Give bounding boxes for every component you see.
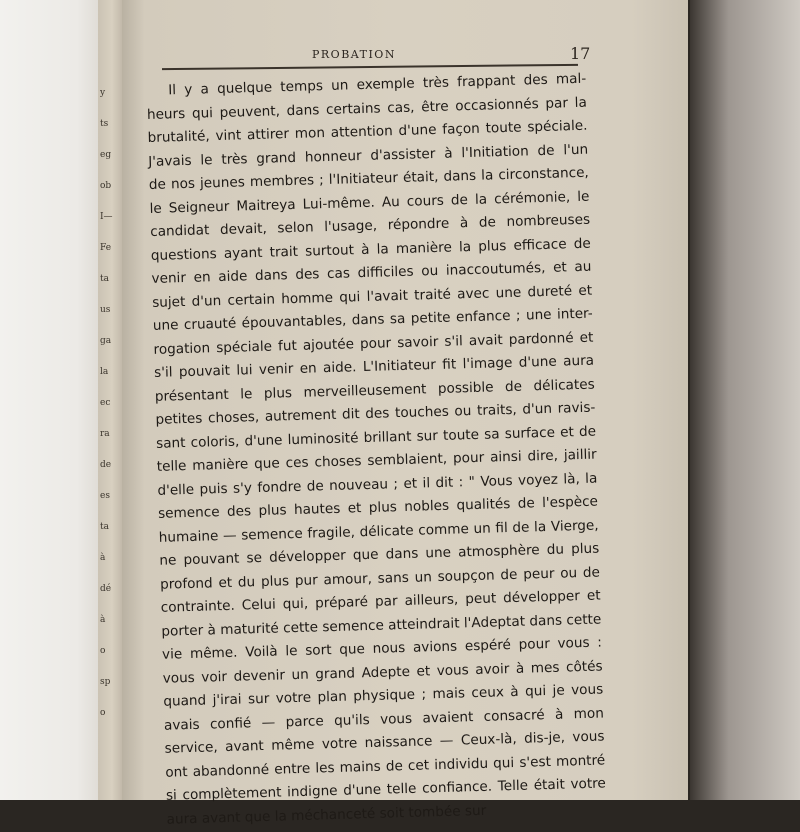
text-line: telle manière que ces choses semblaient, pour ainsi dire, jaillir [156, 446, 597, 475]
background-left [0, 0, 110, 800]
previous-page-fragment: Fe [100, 243, 112, 253]
page-header [162, 44, 591, 66]
text-line: Il y a quelque temps un exemple très frappant des mal- [168, 70, 587, 99]
running-title: PROBATION [312, 48, 396, 61]
previous-page-fragment: us [100, 305, 111, 315]
previous-page-fragment: ta [100, 274, 109, 284]
text-line: candidat devait, selon l'usage, répondre à de nombreuses [150, 211, 591, 240]
text-line: brutalité, vint attirer mon attention d'une façon toute spéciale. [147, 117, 588, 146]
previous-page-fragment: ts [100, 119, 109, 129]
body-text [146, 68, 607, 832]
previous-page-fragment: ob [100, 181, 112, 191]
previous-page-fragment: sp [100, 677, 111, 687]
background-right [690, 0, 800, 800]
previous-page-fragment: es [100, 491, 110, 501]
text-line: J'avais le très grand honneur d'assister à l'Initiation de l'un [148, 141, 589, 170]
text-line: vous voir devenir un grand Adepte et vous avoir à mes côtés [162, 657, 603, 687]
text-line: ne pouvant se développer que dans une atmosphère du plus [159, 540, 600, 569]
text-line: rogation spéciale fut ajoutée pour savoir s'il avait pardonné et [153, 329, 594, 358]
previous-page-fragment: y [100, 88, 106, 98]
book-page [122, 0, 688, 828]
text-line: contrainte. Celui qui, préparé par ailleurs, peut développer et [160, 587, 601, 616]
previous-page-fragment: ga [100, 336, 112, 346]
text-line: sujet d'un certain homme qui l'avait traité avec une dureté et [151, 282, 593, 311]
text-line: s'il pouvait lui venir en aide. L'Initiateur fit l'image d'une aura [153, 352, 595, 381]
text-line: porter à maturité cette semence atteindrait l'Adeptat dans cette [161, 611, 602, 640]
previous-page-fragment: ra [100, 429, 110, 439]
previous-page-fragment: la [100, 367, 109, 377]
text-line: aura avant que la méchanceté soit tombée sur [166, 802, 487, 828]
previous-page-fragment: ta [100, 522, 109, 532]
text-line: présentant le plus merveilleusement possible de délicates [154, 376, 595, 405]
previous-page-fragment: o [100, 708, 106, 718]
text-line: quand j'irai sur votre plan physique ; mais ceux à qui je vous [163, 681, 604, 710]
text-line: profond et du plus pur amour, sans un soupçon de peur ou de [159, 564, 601, 593]
previous-page-fragment: à [100, 615, 106, 625]
text-line: venir en aide dans des cas difficiles ou inaccoutumés, et au [151, 258, 592, 287]
text-line: d'elle puis s'y fondre de nouveau ; et il dit : " Vous voyez là, la [157, 470, 598, 499]
text-line: sant coloris, d'une luminosité brillant sur toute sa surface et de [155, 423, 597, 452]
text-line: questions ayant trait surtout à la manière la plus efficace de [150, 235, 591, 264]
text-line: avais confié — parce qu'ils vous avaient consacré à mon [163, 704, 605, 734]
text-line: heurs qui peuvent, dans certains cas, être occasionnés par la [146, 94, 588, 123]
previous-page-fragment: I— [100, 212, 113, 222]
text-line: humaine — semence fragile, délicate comme un fil de la Vierge, [158, 517, 599, 546]
text-line: une cruauté épouvantables, dans sa petite enfance ; une inter- [152, 305, 593, 334]
text-line: de nos jeunes membres ; l'Initiateur était, dans la circonstance, [148, 164, 589, 193]
text-line: si complètement indigne d'une telle confiance. Telle était votre [165, 775, 607, 804]
text-line: le Seigneur Maitreya Lui-même. Au cours de la cérémonie, le [149, 188, 590, 217]
page-number: 17 [570, 44, 591, 63]
previous-page-fragment: dé [100, 584, 112, 594]
text-line: semence des plus hautes et plus nobles qualités de l'espèce [157, 493, 599, 522]
previous-page-fragment: o [100, 646, 106, 656]
previous-page-fragment: eg [100, 150, 112, 160]
previous-page-fragment: ec [100, 398, 111, 408]
text-line: petites choses, autrement dit des touches ou traits, d'un ravis- [155, 399, 596, 428]
text-line: vie même. Voilà le sort que nous avions espéré pour vous : [161, 634, 603, 663]
previous-page-fragment: à [100, 553, 106, 563]
text-line: ont abandonné entre les mains de cet individu qui s'est montré [165, 751, 606, 781]
text-line: service, avant même votre naissance — Ceux-là, dis-je, vous [164, 728, 605, 757]
previous-page-fragment: de [100, 460, 112, 470]
